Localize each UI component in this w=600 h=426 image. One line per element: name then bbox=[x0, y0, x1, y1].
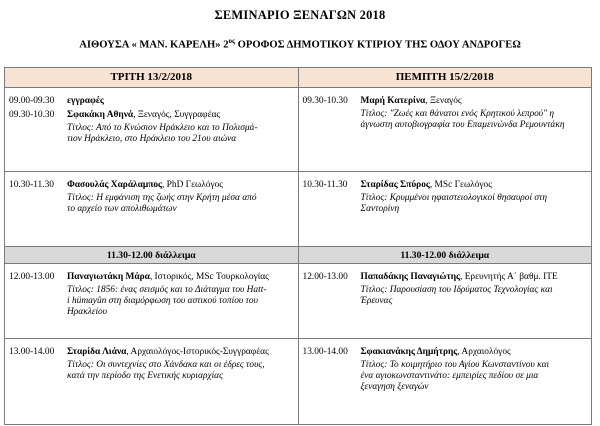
talk-title-line: Ηρακλείου bbox=[67, 307, 108, 317]
column-header-thursday: ΠΕΜΠΤΗ 15/2/2018 bbox=[298, 68, 592, 88]
speaker-line bbox=[9, 110, 294, 121]
break-row bbox=[5, 247, 592, 264]
session-cell bbox=[298, 339, 592, 425]
speaker-line bbox=[9, 180, 294, 191]
speaker-role: , MSc Γεωλόγος bbox=[429, 180, 492, 190]
session-row bbox=[5, 339, 592, 425]
talk-title-line: Τίτλος: Το κοιμητήριο του Αγίου Κωνσταντίνου και bbox=[360, 360, 550, 370]
speaker-role: , Ερευνητής Α΄ βαθμ. ΙΤΕ bbox=[460, 272, 558, 282]
talk-title bbox=[9, 193, 294, 215]
talk-title-line: Τίτλος: Από το Κνώσιον Ηράκλειο και το Πολισμά- bbox=[67, 123, 258, 133]
session-time: 09.30-10.30 bbox=[302, 96, 348, 106]
speaker-role: , Ξεναγός bbox=[425, 96, 462, 106]
speaker-name: Σφακιανάκης Δημήτρης bbox=[360, 347, 458, 357]
speaker-name: Σφακάκη Αθηνά bbox=[67, 110, 134, 120]
registration-text: εγγραφές bbox=[67, 96, 104, 106]
talk-title-line: Τίτλος: "Ζωές και θάνατοι ενός Κρητικού λεπρού" η bbox=[360, 109, 555, 119]
speaker-line bbox=[303, 180, 588, 191]
speaker-role: , Ιστορικός, MSc Τουρκολογίας bbox=[149, 272, 269, 282]
talk-title-line: Τίτλος: Κρυμμένοι ηφαιστειολογικοί θησαυροί στη bbox=[360, 193, 548, 203]
speaker-name: Παπαδάκης Παναγιώτης bbox=[360, 272, 461, 282]
speaker-role: , Αρχαιολόγος-Ιστορικός-Συγγραφέας bbox=[126, 347, 269, 357]
talk-title bbox=[9, 360, 294, 382]
talk-title-line: i hümayûn στη διαμόρφωση του αστικού τοπίου του bbox=[67, 296, 258, 306]
talk-title bbox=[303, 360, 588, 393]
page-title: ΣΕΜΙΝΑΡΙΟ ΞΕΝΑΓΩΝ 2018 bbox=[214, 8, 386, 22]
session-cell bbox=[5, 339, 299, 425]
session-time: 09.00-09.30 bbox=[9, 96, 55, 106]
session-cell bbox=[5, 264, 299, 339]
talk-title-line: Τίτλος: Οι συντεχνίες στο Χάνδακα και οι έδρες τους, bbox=[67, 360, 265, 370]
schedule-header-row bbox=[5, 68, 592, 88]
break-label: 11.30-12.00 διάλλειμα bbox=[298, 247, 592, 264]
column-header-tuesday: ΤΡΙΤΗ 13/2/2018 bbox=[5, 68, 299, 88]
speaker-line bbox=[303, 96, 588, 107]
session-time: 13.00-14.00 bbox=[302, 347, 348, 357]
talk-title-line: άγνωστη αυτοβιογραφία του Επαμεινώνδα Ρεμουντάκη bbox=[360, 120, 565, 130]
speaker-line bbox=[9, 272, 294, 283]
speaker-line bbox=[9, 347, 294, 358]
talk-title-line: κατά την περίοδο της Ενετικής κυριαρχίας bbox=[67, 371, 223, 381]
talk-title bbox=[303, 109, 588, 131]
speaker-role: , Αρχαιολόγος bbox=[457, 347, 511, 357]
session-row bbox=[5, 264, 592, 339]
talk-title-line: Σαντορίνη bbox=[360, 204, 400, 214]
talk-title-line: Έρευνας bbox=[360, 296, 393, 306]
speaker-name: Σταρίδα Λιάνα bbox=[67, 347, 127, 357]
speaker-role: , Ξεναγός, Συγγραφέας bbox=[133, 110, 221, 120]
speaker-name: Μαρή Κατερίνα bbox=[360, 96, 426, 106]
registration-line bbox=[9, 96, 294, 107]
subtitle-sup: ος bbox=[228, 37, 235, 45]
session-cell bbox=[298, 172, 592, 247]
session-time: 12.00-13.00 bbox=[302, 272, 348, 282]
schedule-table bbox=[4, 67, 592, 425]
talk-title-line: Τίτλος: Η εμφάνιση της ζωής στην Κρήτη μέσα από bbox=[67, 193, 257, 203]
break-label: 11.30-12.00 διάλλειμα bbox=[5, 247, 299, 264]
talk-title bbox=[9, 123, 294, 145]
session-time: 10.30-11.30 bbox=[9, 180, 54, 190]
talk-title bbox=[303, 193, 588, 215]
speaker-role: , PhD Γεωλόγος bbox=[161, 180, 223, 190]
session-cell bbox=[298, 264, 592, 339]
subtitle-part-a: ΑΙΘΟΥΣΑ « ΜΑΝ. ΚΑΡΕΛΗ» 2 bbox=[79, 39, 229, 51]
talk-title bbox=[9, 285, 294, 318]
page-subtitle bbox=[0, 37, 600, 51]
session-row bbox=[5, 172, 592, 247]
speaker-line bbox=[303, 347, 588, 358]
talk-title-line: ένα αγιοκωνσταντινάτο: εμπειρίες πεδίου σε μια bbox=[360, 371, 539, 381]
session-cell bbox=[5, 88, 299, 172]
session-time: 09.30-10.30 bbox=[9, 110, 55, 120]
talk-title bbox=[303, 285, 588, 307]
subtitle-part-b: ΟΡΟΦΟΣ ΔΗΜΟΤΙΚΟΥ ΚΤΙΡΙΟΥ ΤΗΣ ΟΔΟΥ ΑΝΔΡΟΓΕΩ bbox=[234, 39, 521, 51]
session-time: 10.30-11.30 bbox=[302, 180, 348, 190]
session-cell bbox=[5, 172, 299, 247]
speaker-name: Σταρίδας Σπύρος bbox=[360, 180, 430, 190]
talk-title-line: Τίτλος: 1856: ένας σεισμός και το Διάταγμα του Hatt- bbox=[67, 285, 267, 295]
talk-title-line: το αρχείο των απολιθωμάτων bbox=[67, 204, 177, 214]
talk-title-line: ξεναγηση ξεναγών bbox=[360, 382, 429, 392]
speaker-line bbox=[303, 272, 588, 283]
session-row bbox=[5, 88, 592, 172]
speaker-name: Φασουλάς Χαράλαμπος bbox=[67, 180, 162, 190]
session-time: 13.00-14.00 bbox=[9, 347, 55, 357]
session-time: 12.00-13.00 bbox=[9, 272, 55, 282]
talk-title-line: Τίτλος: Παρουσίαση του Ιδρύματος Τεχνολογίας και bbox=[360, 285, 553, 295]
speaker-name: Παναγιωτάκη Μάρα bbox=[67, 272, 150, 282]
session-cell bbox=[298, 88, 592, 172]
talk-title-line: τιον Ηράκλειο, στο Ηράκλειο του 21ου αιώνα bbox=[67, 134, 237, 144]
